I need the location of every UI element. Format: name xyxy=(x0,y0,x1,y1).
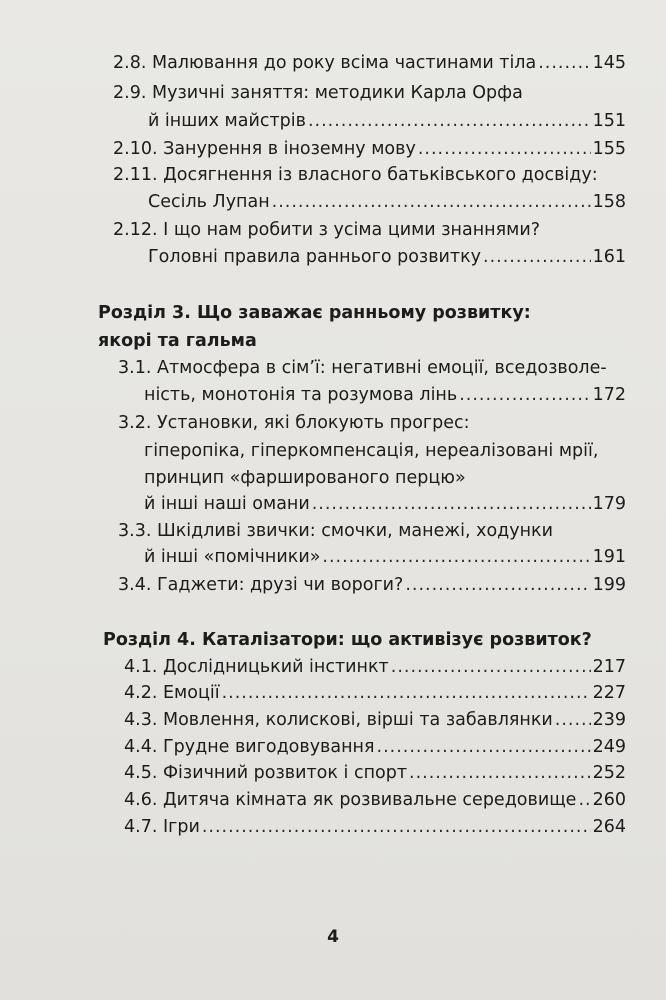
entry-number: 3.4. xyxy=(118,575,152,595)
entry-number: 2.8. xyxy=(113,53,147,73)
toc-entry-2-9 xyxy=(113,82,626,104)
entry-title-cont: Сесіль Лупан xyxy=(148,192,270,212)
entry-page: 145 xyxy=(592,53,626,73)
entry-title-cont: й інші наші омани xyxy=(144,494,310,514)
entry-title: Досягнення із власного батьківського досвіду: xyxy=(163,165,598,185)
section-3-heading: Розділ 3. Що заважає ранньому розвитку: xyxy=(98,303,531,323)
entry-title: Шкідливі звички: смочки, манежі, ходунки xyxy=(156,521,553,541)
entry-title-cont: ність, монотонія та розумова лінь xyxy=(144,385,458,405)
toc-entry-4-3 xyxy=(124,709,626,731)
entry-number: 2.9. xyxy=(113,83,147,103)
entry-page: 217 xyxy=(592,657,626,677)
entry-page: 161 xyxy=(592,247,626,267)
entry-number: 3.2. xyxy=(118,413,152,433)
toc-entry-2-11 xyxy=(113,164,626,186)
entry-title: Занурення в іноземну мову xyxy=(163,139,416,159)
entry-title: Емоції xyxy=(162,683,220,703)
entry-page: 155 xyxy=(592,139,626,159)
entry-title: Мовлення, колискові, вірші та забавлянки xyxy=(162,710,553,730)
entry-title: Грудне вигодовування xyxy=(162,737,375,757)
entry-title: Гаджети: друзі чи вороги? xyxy=(156,575,404,595)
entry-page: 158 xyxy=(592,192,626,212)
leader-dots xyxy=(409,762,591,784)
entry-page: 227 xyxy=(592,683,626,703)
toc-entry-3-2-cont2 xyxy=(144,467,626,489)
page-number: 4 xyxy=(327,927,339,947)
entry-number: 4.2. xyxy=(124,683,158,703)
entry-number: 4.6. xyxy=(124,790,158,810)
entry-title: І що нам робити з усіма цими знаннями? xyxy=(163,220,540,240)
toc-entry-2-11-cont xyxy=(148,191,626,213)
leader-dots xyxy=(405,574,590,596)
toc-entry-4-1 xyxy=(124,656,626,678)
leader-dots xyxy=(322,546,590,568)
entry-title: Музичні заняття: методики Карла Орфа xyxy=(151,83,523,103)
entry-title: Атмосфера в сім’ї: негативні емоції, вседозволе- xyxy=(156,358,607,378)
entry-number: 2.11. xyxy=(113,165,158,185)
toc-entry-4-6 xyxy=(124,789,626,811)
toc-entry-3-4 xyxy=(118,574,626,596)
entry-page: 252 xyxy=(592,763,626,783)
leader-dots xyxy=(391,656,591,678)
entry-page: 172 xyxy=(592,385,626,405)
toc-entry-3-2-cont1 xyxy=(144,440,626,462)
entry-title-cont: й інші «помічники» xyxy=(144,547,321,567)
toc-entry-2-12-cont xyxy=(148,246,626,268)
entry-title: Установки, які блокують прогрес: xyxy=(156,413,470,433)
toc-entry-2-8 xyxy=(113,52,626,74)
leader-dots xyxy=(578,789,590,811)
entry-page: 191 xyxy=(592,547,626,567)
toc-entry-2-12 xyxy=(113,219,626,241)
entry-page: 264 xyxy=(592,817,626,837)
leader-dots xyxy=(202,816,591,838)
entry-number: 3.3. xyxy=(118,521,152,541)
entry-number: 2.10. xyxy=(113,139,158,159)
entry-title: Дитяча кімната як розвивальне середовище xyxy=(162,790,577,810)
entry-page: 199 xyxy=(592,575,626,595)
entry-title-cont: Головні правила раннього розвитку xyxy=(148,247,482,267)
entry-page: 249 xyxy=(592,737,626,757)
entry-title: Фізичний розвиток і спорт xyxy=(162,763,408,783)
toc-entry-4-4 xyxy=(124,736,626,758)
leader-dots xyxy=(272,191,591,213)
toc-entry-3-2 xyxy=(118,412,626,434)
leader-dots xyxy=(459,384,590,406)
entry-number: 4.4. xyxy=(124,737,158,757)
toc-entry-4-7 xyxy=(124,816,626,838)
leader-dots xyxy=(555,709,591,731)
entry-number: 4.3. xyxy=(124,710,158,730)
entry-title-cont: й інших майстрів xyxy=(148,111,306,131)
entry-page: 179 xyxy=(592,494,626,514)
leader-dots xyxy=(483,246,591,268)
entry-page: 239 xyxy=(592,710,626,730)
toc-entry-3-3 xyxy=(118,520,626,542)
entry-title-cont: гіперопіка, гіперкомпенсація, нереалізовані мрії, xyxy=(144,441,599,461)
toc-entry-3-2-cont3 xyxy=(144,493,626,515)
toc-entry-2-9-cont xyxy=(148,110,626,132)
entry-page: 151 xyxy=(592,111,626,131)
entry-title: Малювання до року всіма частинами тіла xyxy=(151,53,537,73)
leader-dots xyxy=(377,736,591,758)
leader-dots xyxy=(418,138,591,160)
toc-entry-4-2 xyxy=(124,682,626,704)
section-3-heading-cont: якорі та гальма xyxy=(98,331,257,351)
toc-entry-4-5 xyxy=(124,762,626,784)
leader-dots xyxy=(308,110,591,132)
entry-number: 2.12. xyxy=(113,220,158,240)
entry-number: 4.7. xyxy=(124,817,158,837)
entry-number: 4.5. xyxy=(124,763,158,783)
entry-page: 260 xyxy=(592,790,626,810)
toc-entry-3-3-cont xyxy=(144,546,626,568)
leader-dots xyxy=(312,493,591,515)
toc-entry-3-1 xyxy=(118,357,626,379)
toc-entry-3-1-cont xyxy=(144,384,626,406)
entry-number: 3.1. xyxy=(118,358,152,378)
leader-dots xyxy=(538,52,590,74)
toc-entry-2-10 xyxy=(113,138,626,160)
entry-title: Ігри xyxy=(162,817,200,837)
leader-dots xyxy=(222,682,591,704)
entry-title: Дослідницький інстинкт xyxy=(162,657,389,677)
entry-number: 4.1. xyxy=(124,657,158,677)
entry-title-cont: принцип «фаршированого перцю» xyxy=(144,468,466,488)
section-4-heading: Розділ 4. Каталізатори: що активізує розвиток? xyxy=(103,630,592,650)
